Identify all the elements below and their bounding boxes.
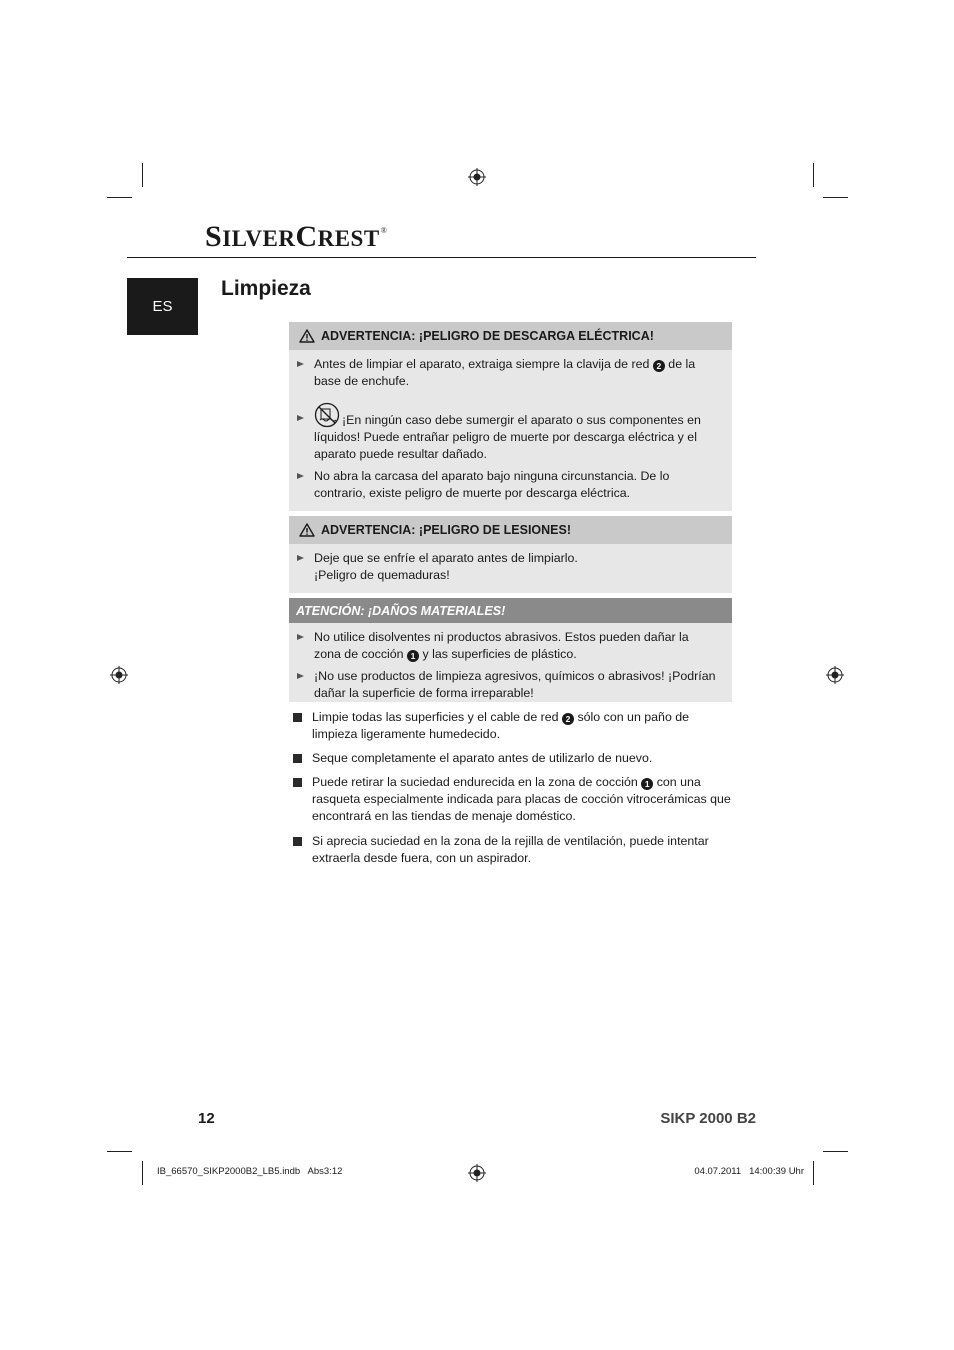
part-number-badge: 2 bbox=[653, 360, 665, 372]
crop-mark bbox=[813, 163, 814, 187]
arrow-bullet-icon bbox=[297, 361, 304, 367]
warning-electric-header bbox=[289, 322, 732, 350]
arrow-bullet-icon bbox=[297, 673, 304, 679]
list-item: ¡No use productos de limpieza agresivos, químicos o abrasivos! ¡Podrían dañar la superficie de forma irreparable! bbox=[296, 668, 718, 702]
warning-electric-title: ADVERTENCIA: ¡PELIGRO DE DESCARGA ELÉCTRICA! bbox=[321, 329, 654, 343]
page-title: Limpieza bbox=[221, 277, 311, 300]
crop-mark bbox=[813, 1161, 814, 1185]
crop-mark bbox=[142, 1161, 143, 1185]
crop-mark bbox=[823, 1151, 848, 1152]
warning-electric-box bbox=[289, 322, 732, 511]
print-timestamp: 04.07.2011 14:00:39 Uhr bbox=[694, 1166, 804, 1177]
part-number-badge: 2 bbox=[562, 713, 574, 725]
cleaning-instructions-list bbox=[293, 709, 733, 867]
crop-mark bbox=[823, 197, 848, 198]
part-number-badge: 1 bbox=[641, 778, 653, 790]
square-bullet-icon bbox=[293, 837, 302, 846]
file-info: IB_66570_SIKP2000B2_LB5.indb Abs3:12 bbox=[157, 1166, 343, 1177]
crop-mark bbox=[107, 197, 132, 198]
no-immersion-icon bbox=[314, 402, 340, 428]
list-item: Antes de limpiar el aparato, extraiga siempre la clavija de red 2 de la base de enchufe. bbox=[296, 356, 718, 390]
part-number-badge: 1 bbox=[407, 650, 419, 662]
warning-injury-box bbox=[289, 516, 732, 593]
warning-injury-title: ADVERTENCIA: ¡PELIGRO DE LESIONES! bbox=[321, 523, 572, 537]
arrow-bullet-icon bbox=[297, 555, 304, 561]
arrow-bullet-icon bbox=[297, 634, 304, 640]
registration-mark-icon bbox=[110, 666, 128, 684]
registration-mark-icon bbox=[826, 666, 844, 684]
caution-material-header bbox=[289, 598, 732, 623]
list-item: ¡En ningún caso debe sumergir el aparato o sus componentes en líquidos! Puede entrañar peligro de muerte por descarga eléctrica y el aparato puede resultar dañado. bbox=[296, 402, 718, 463]
warning-triangle-icon bbox=[299, 523, 315, 537]
caution-material-title: ATENCIÓN: ¡DAÑOS MATERIALES! bbox=[296, 603, 506, 618]
arrow-bullet-icon bbox=[297, 415, 304, 421]
registration-mark-icon bbox=[468, 168, 486, 186]
square-bullet-icon bbox=[293, 754, 302, 763]
crop-mark bbox=[107, 1151, 132, 1152]
square-bullet-icon bbox=[293, 778, 302, 787]
warning-triangle-icon bbox=[299, 329, 315, 343]
list-item: Deje que se enfríe el aparato antes de limpiarlo. ¡Peligro de quemaduras! bbox=[296, 550, 718, 584]
list-item: Seque completamente el aparato antes de utilizarlo de nuevo. bbox=[293, 750, 733, 767]
language-tab bbox=[127, 278, 198, 335]
registration-mark-icon bbox=[468, 1164, 486, 1182]
list-item: Si aprecia suciedad en la zona de la rejilla de ventilación, puede intentar extraerla desde fuera, con un aspirador. bbox=[293, 833, 733, 867]
header-rule bbox=[127, 257, 756, 258]
list-item: Limpie todas las superficies y el cable de red 2 sólo con un paño de limpieza ligeramente humedecido. bbox=[293, 709, 733, 743]
list-item: Puede retirar la suciedad endurecida en la zona de cocción 1 con una rasqueta especialmente indicada para placas de cocción vitrocerámicas que encontrará en las tiendas de menaje doméstico. bbox=[293, 774, 733, 825]
model-name: SIKP 2000 B2 bbox=[660, 1110, 756, 1127]
caution-material-box bbox=[289, 598, 732, 702]
list-item: No utilice disolventes ni productos abrasivos. Estos pueden dañar la zona de cocción 1 y las superficies de plástico. bbox=[296, 629, 718, 663]
brand-logo: SILVERCREST® bbox=[205, 220, 388, 253]
page-number: 12 bbox=[198, 1110, 215, 1127]
crop-mark bbox=[142, 163, 143, 187]
language-code: ES bbox=[152, 298, 173, 315]
warning-injury-header bbox=[289, 516, 732, 544]
arrow-bullet-icon bbox=[297, 473, 304, 479]
square-bullet-icon bbox=[293, 713, 302, 722]
list-item: No abra la carcasa del aparato bajo ninguna circunstancia. De lo contrario, existe peligro de muerte por descarga eléctrica. bbox=[296, 468, 718, 502]
